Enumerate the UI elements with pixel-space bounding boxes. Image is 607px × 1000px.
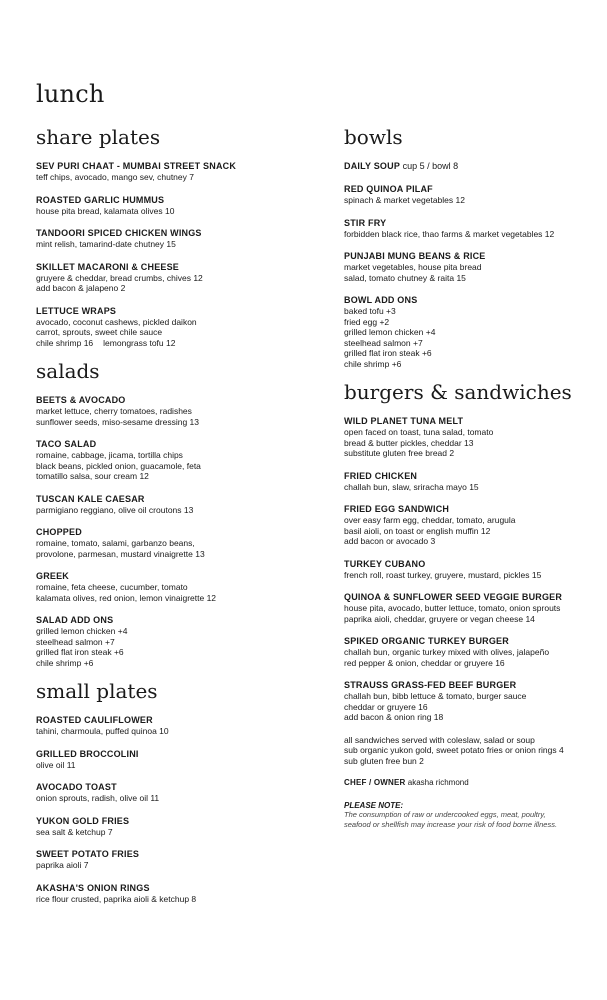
item-name: SEV PURI CHAAT - MUMBAI STREET SNACK — [36, 161, 237, 171]
page-title: lunch — [36, 80, 105, 108]
menu-item — [344, 636, 594, 668]
menu-item — [344, 471, 594, 493]
menu-item — [344, 218, 594, 240]
menu-item — [36, 439, 306, 482]
item-name: RED QUINOA PILAF — [344, 184, 433, 194]
item-name: LETTUCE WRAPS — [36, 305, 117, 316]
item-name: STIR FRY — [344, 217, 387, 228]
item-desc: parmigiano reggiano, olive oil croutons 13 — [36, 504, 194, 515]
menu-item — [36, 161, 306, 183]
option-chile-shrimp: chile shrimp 16 — [36, 337, 94, 348]
chef-name: akasha richmond — [407, 778, 469, 787]
item-desc: paprika aioli 7 — [36, 860, 89, 870]
item-name: BEETS & AVOCADO — [36, 395, 126, 405]
item-desc: baked tofu +3 fried egg +2 grilled lemon chicken +4 steelhead salmon +7 grilled flat iron steak +6 chile shrimp +6 — [344, 306, 436, 369]
bowls-section — [344, 126, 594, 369]
menu-item — [36, 527, 306, 559]
share-plates-section — [36, 126, 306, 348]
item-desc: romaine, tomato, salami, garbanzo beans, provolone, parmesan, mustard vinaigrette 13 — [36, 538, 205, 559]
menu-item — [344, 504, 594, 547]
left-column — [36, 126, 306, 916]
item-name: SPIKED ORGANIC TURKEY BURGER — [344, 636, 509, 646]
menu-item — [36, 883, 306, 905]
please-note — [344, 801, 594, 829]
menu-item — [344, 251, 594, 283]
item-desc: over easy farm egg, cheddar, tomato, arugula basil aioli, on toast or english muffin 12 add bacon or avocado 3 — [344, 515, 516, 546]
item-desc: sea salt & ketchup 7 — [36, 826, 113, 837]
item-name: TACO SALAD — [36, 439, 97, 449]
menu-item — [36, 782, 306, 804]
menu-item — [344, 295, 594, 369]
chef-owner — [344, 778, 594, 787]
daily-soup-name: DAILY SOUP — [344, 161, 400, 171]
menu-item-daily-soup — [344, 161, 594, 172]
salads-section — [36, 360, 306, 668]
item-desc: romaine, feta cheese, cucumber, tomato kalamata olives, red onion, lemon vinaigrette 12 — [36, 582, 217, 603]
item-name — [344, 161, 594, 172]
item-name: SALAD ADD ONS — [36, 615, 114, 625]
menu-item — [36, 816, 306, 838]
item-desc: challah bun, slaw, sriracha mayo 15 — [344, 481, 479, 492]
menu-item — [36, 494, 306, 516]
item-desc: market lettuce, cherry tomatoes, radishes sunflower seeds, miso-sesame dressing 13 — [36, 406, 199, 427]
item-name: FRIED CHICKEN — [344, 470, 418, 481]
item-desc: romaine, cabbage, jicama, tortilla chips black beans, pickled onion, guacamole, feta tomatillo salsa, sour cream 12 — [36, 450, 201, 481]
burgers-section — [344, 381, 594, 829]
item-name: YUKON GOLD FRIES — [36, 815, 130, 826]
item-desc: rice flour crusted, paprika aioli & ketchup 8 — [36, 893, 197, 904]
small-plates-section — [36, 680, 306, 904]
item-name: FRIED EGG SANDWICH — [344, 504, 450, 514]
item-name: PUNJABI MUNG BEANS & RICE — [344, 251, 486, 261]
item-desc: challah bun, organic turkey mixed with olives, jalapeño red pepper & onion, cheddar or gruyere 16 — [344, 647, 550, 668]
item-name: WILD PLANET TUNA MELT — [344, 416, 464, 426]
item-name: TANDOORI SPICED CHICKEN WINGS — [36, 228, 202, 238]
chef-label: CHEF / OWNER — [344, 778, 406, 787]
menu-item — [344, 559, 594, 581]
menu-item — [36, 571, 306, 603]
item-desc: gruyere & cheddar, bread crumbs, chives 12 add bacon & jalapeno 2 — [36, 272, 203, 293]
daily-soup-price: cup 5 / bowl 8 — [402, 161, 459, 171]
right-column — [344, 126, 594, 829]
menu-item — [36, 228, 306, 250]
item-desc: french roll, roast turkey, gruyere, mustard, pickles 15 — [344, 569, 542, 580]
option-lemongrass-tofu: lemongrass tofu 12 — [103, 337, 176, 348]
item-name: TUSCAN KALE CAESAR — [36, 493, 145, 504]
menu-item — [344, 680, 594, 723]
section-title-salads: salads — [36, 359, 100, 383]
section-title-burgers: burgers & sandwiches — [344, 380, 572, 404]
menu-item — [36, 749, 306, 771]
item-name: CHOPPED — [36, 527, 82, 537]
item-desc: spinach & market vegetables 12 — [344, 195, 465, 205]
item-name: GRILLED BROCCOLINI — [36, 748, 139, 759]
item-name: QUINOA & SUNFLOWER SEED VEGGIE BURGER — [344, 592, 563, 602]
section-title-small-plates: small plates — [36, 679, 158, 703]
item-name: ROASTED GARLIC HUMMUS — [36, 194, 165, 205]
menu-item — [36, 849, 306, 871]
menu-item — [36, 306, 306, 349]
menu-item — [36, 615, 306, 668]
sandwich-notes: all sandwiches served with coleslaw, salad or soup sub organic yukon gold, sweet potato fries or onion rings 4 sub gluten free bun 2 — [344, 734, 564, 766]
menu-item — [36, 715, 306, 737]
menu-item — [36, 195, 306, 217]
item-desc: avocado, coconut cashews, pickled daikon carrot, sprouts, sweet chile sauce — [36, 316, 197, 337]
menu-item — [344, 184, 594, 206]
item-desc: onion sprouts, radish, olive oil 11 — [36, 793, 160, 803]
menu-item — [344, 416, 594, 459]
item-name: TURKEY CUBANO — [344, 558, 426, 569]
item-name: GREEK — [36, 571, 70, 581]
item-name: STRAUSS GRASS-FED BEEF BURGER — [344, 680, 517, 690]
section-title-share-plates: share plates — [36, 125, 161, 149]
item-name: AKASHA'S ONION RINGS — [36, 882, 150, 893]
item-desc: tahini, charmoula, puffed quinoa 10 — [36, 726, 169, 736]
item-desc: olive oil 11 — [36, 759, 76, 770]
item-desc: market vegetables, house pita bread salad, tomato chutney & raita 15 — [344, 262, 482, 283]
menu-item — [344, 592, 594, 624]
item-name: SKILLET MACARONI & CHEESE — [36, 261, 180, 272]
item-name: ROASTED CAULIFLOWER — [36, 715, 153, 725]
item-desc: open faced on toast, tuna salad, tomato bread & butter pickles, cheddar 13 substitute gluten free bread 2 — [344, 427, 494, 458]
menu-item — [36, 262, 306, 294]
please-note-text: The consumption of raw or undercooked eggs, meat, poultry, seafood or shellfish may increase your risk of food borne illness. — [344, 810, 558, 829]
section-title-bowls: bowls — [344, 125, 403, 149]
item-desc: forbidden black rice, thao farms & market vegetables 12 — [344, 228, 555, 239]
menu-item — [36, 395, 306, 427]
item-desc: challah bun, bibb lettuce & tomato, burger sauce cheddar or gruyere 16 add bacon & onion ring 18 — [344, 691, 527, 722]
item-desc: house pita, avocado, butter lettuce, tomato, onion sprouts paprika aioli, cheddar, gruyere or vegan cheese 14 — [344, 603, 561, 624]
please-note-title: PLEASE NOTE: — [344, 801, 404, 810]
item-desc: teff chips, avocado, mango sev, chutney 7 — [36, 172, 194, 182]
item-name: BOWL ADD ONS — [344, 295, 418, 305]
item-desc: grilled lemon chicken +4 steelhead salmon +7 grilled flat iron steak +6 chile shrimp +6 — [36, 626, 128, 668]
item-desc: mint relish, tamarind-date chutney 15 — [36, 239, 176, 249]
item-desc-options — [36, 338, 306, 349]
item-name: AVOCADO TOAST — [36, 782, 117, 792]
item-desc: house pita bread, kalamata olives 10 — [36, 205, 175, 216]
item-name: SWEET POTATO FRIES — [36, 849, 140, 859]
